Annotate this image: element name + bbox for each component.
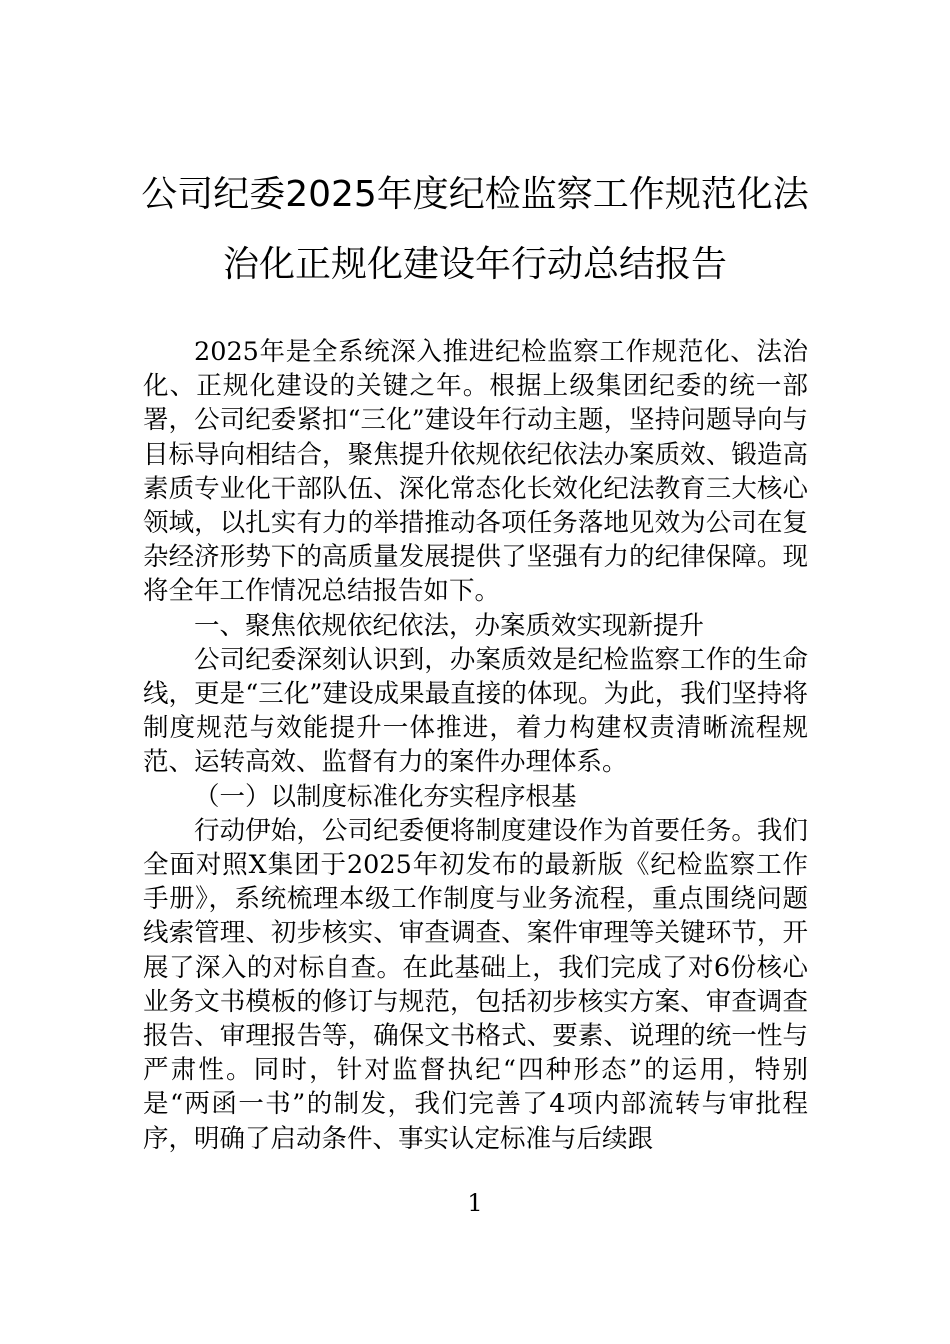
document-title-line-2: 治化正规化建设年行动总结报告 [222, 244, 727, 285]
paragraph-subsection-1: 行动伊始，公司纪委便将制度建设作为首要任务。我们全面对照X集团于2025年初发布的最新版《纪检监察工作手册》，系统梳理本级工作制度与业务流程，重点围绕问题线索管理、初步核实、审查调查、案件审理等关键环节，开展了深入的对标自查。在此基础上，我们完成了对6份核心业务文书模板的修订与规范，包括初步核实方案、审查调查报告、审理报告等，确保文书格式、要素、说理的统一性与严肃性。同时，针对监督执纪“四种形态”的运用，特别是“两函一书”的制发，我们完善了4项内部流转与审批程序，明确了启动条件、事实认定标准与后续跟 [143, 815, 808, 1154]
page-number: 1 [467, 1189, 483, 1217]
paragraph-intro: 2025年是全系统深入推进纪检监察工作规范化、法治化、正规化建设的关键之年。根据上级集团纪委的统一部署，公司纪委紧扣“三化”建设年行动主题，坚持问题导向与目标导向相结合，聚焦提升依规依纪依法办案质效、锻造高素质专业化干部队伍、深化常态化长效化纪法教育三大核心领域，以扎实有力的举措推动各项任务落地见效为公司在复杂经济形势下的高质量发展提供了坚强有力的纪律保障。现将全年工作情况总结报告如下。 [143, 337, 808, 607]
subsection-heading-1: （一）以制度标准化夯实程序根基 [194, 781, 577, 812]
section-heading-1: 一、聚焦依规依纪依法，办案质效实现新提升 [194, 610, 705, 641]
document-title-line-1: 公司纪委2025年度纪检监察工作规范化法 [141, 174, 809, 215]
paragraph-section-1: 公司纪委深刻认识到，办案质效是纪检监察工作的生命线，更是“三化”建设成果最直接的体现。为此，我们坚持将制度规范与效能提升一体推进，着力构建权责清晰流程规范、运转高效、监督有力的案件办理体系。 [143, 644, 808, 778]
document-body [143, 335, 808, 1156]
